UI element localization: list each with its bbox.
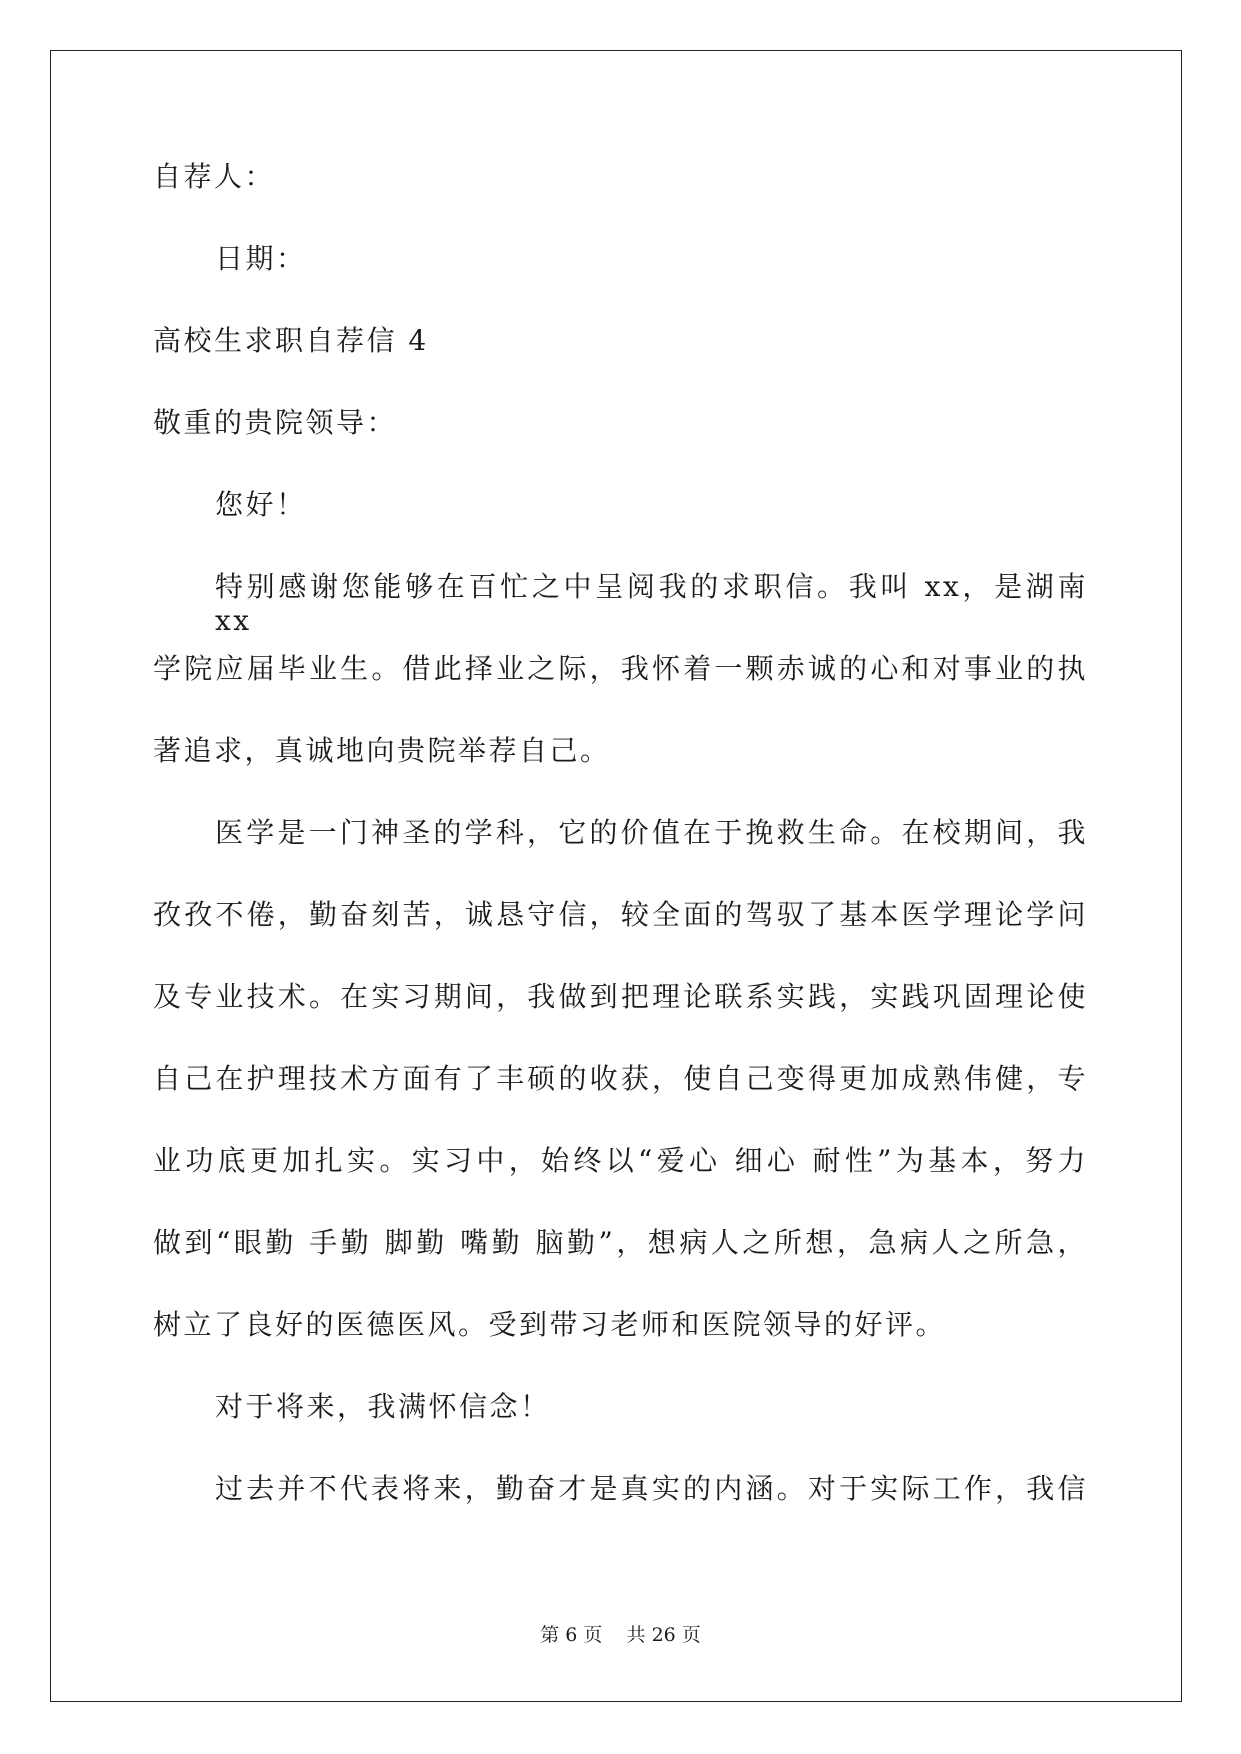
text-line: 树立了良好的医德医风。受到带习老师和医院领导的好评。 [153,1308,947,1341]
text-line: 过去并不代表将来，勤奋才是真实的内涵。对于实际工作，我信 [215,1472,1088,1505]
text-line: 业功底更加扎实。实习中，始终以“爱心 细心 耐性”为基本，努力 [153,1144,1088,1177]
text-line: 著追求，真诚地向贵院举荐自己。 [153,734,611,767]
page-number: 第 6 页 [540,1624,603,1646]
text-line: 高校生求职自荐信 4 [153,324,429,357]
text-line: 您好！ [215,488,307,521]
text-line: 及专业技术。在实习期间，我做到把理论联系实践，实践巩固理论使 [153,980,1088,1013]
text-line: 孜孜不倦，勤奋刻苦，诚恳守信，较全面的驾驭了基本医学理论学问 [153,898,1088,931]
text-line: 自荐人： [153,160,276,193]
text-line: 做到“眼勤 手勤 脚勤 嘴勤 脑勤”，想病人之所想，急病人之所急， [153,1226,1088,1259]
text-line: 自己在护理技术方面有了丰硕的收获，使自己变得更加成熟伟健，专 [153,1062,1088,1095]
text-line: 特别感谢您能够在百忙之中呈阅我的求职信。我叫 xx，是湖南 xx [215,570,1088,637]
text-line: 敬重的贵院领导： [153,406,398,439]
text-line: 医学是一门神圣的学科，它的价值在于挽救生命。在校期间，我 [215,816,1088,849]
text-line: 日期： [215,242,307,275]
page-footer [0,1620,1241,1647]
page-total: 共 26 页 [626,1624,701,1646]
text-line: 对于将来，我满怀信念！ [215,1390,551,1423]
text-line: 学院应届毕业生。借此择业之际，我怀着一颗赤诚的心和对事业的执 [153,652,1088,685]
document-body [153,160,1088,1554]
